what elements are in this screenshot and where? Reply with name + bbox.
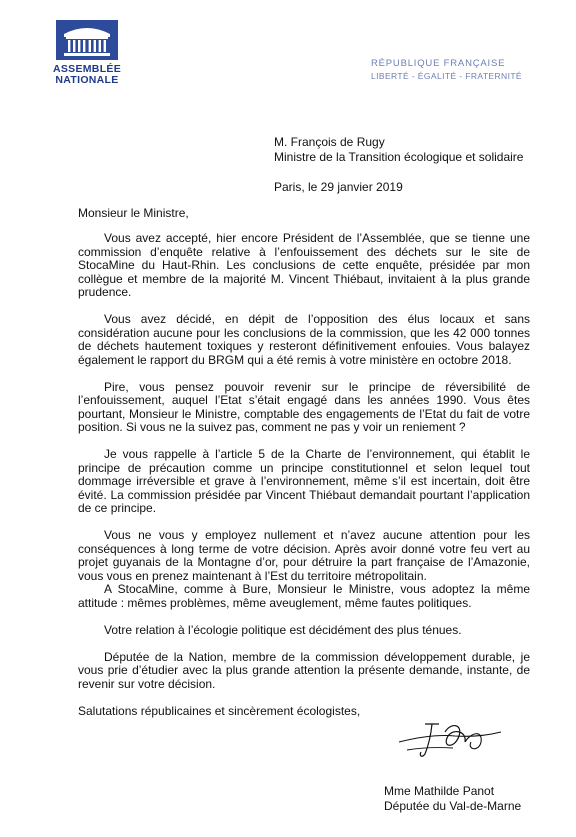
logo-text-line-2: NATIONALE	[55, 74, 119, 86]
republic-header	[371, 58, 522, 82]
letter-body	[78, 232, 530, 732]
handwritten-signature	[395, 712, 505, 767]
paragraph: Pire, vous pensez pouvoir revenir sur le principe de réversibilité de l’enfouissement, auquel l’Etat s’était engagé dans les années 1990. Vous êtes pourtant, Monsieur le Ministre, comptable des engagements de l’Etat du fait de votre position. Si vous ne la suivez pas, comment ne pas y voir un reniement ?	[78, 379, 530, 434]
salutation: Monsieur le Ministre,	[78, 206, 189, 220]
letter-date: Paris, le 29 janvier 2019	[274, 180, 403, 194]
republic-name: RÉPUBLIQUE FRANÇAISE	[370, 58, 506, 69]
closing-line: Salutations républicaines et sincèrement écologistes,	[78, 703, 361, 718]
sender-name: Mme Mathilde Panot	[384, 784, 495, 798]
logo-text-line-1: ASSEMBLÉE	[52, 63, 122, 75]
paragraph: Votre relation à l’écologie politique est décidément des plus ténues.	[104, 622, 462, 637]
paragraph: Je vous rappelle à l’article 5 de la Charte de l’environnement, qui établit le principe de précaution comme un principe constitutionnel et selon lequel tout dommage irréversible et grave à l’environnement, même s’il est incertain, doit être évité. La commission présidée par Vincent Thiébaut demandait pourtant l’application de ce principe.	[78, 447, 530, 515]
recipient-title: Ministre de la Transition écologique et solidaire	[274, 150, 524, 164]
recipient-block	[274, 135, 523, 165]
paragraph: Vous avez décidé, en dépit de l’opposition des élus locaux et sans considération aucune pour les conclusions de la commission, que les 42 000 tonnes de déchets hautement toxiques y resteront définitivement enfouies. Vous balayez également le rapport du BRGM qui a été remis à votre ministère en octobre 2018.	[78, 312, 530, 367]
assemblee-nationale-logo	[48, 20, 126, 86]
paragraph: Députée de la Nation, membre de la commission développement durable, je vous prie d’étudier avec la plus grande attention la présente demande, instante, de revenir sur votre décision.	[78, 649, 530, 691]
sender-block	[384, 784, 521, 813]
paragraph: Vous ne vous y employez nullement et n’avez aucune attention pour les conséquences à long terme de votre décision. Après avoir donné votre feu vert au projet guyanais de la Montagne d’or, pour détruire la part française de l’Amazonie, vous vous en prenez maintenant à l’Est du territoire métropolitain.	[78, 528, 530, 583]
hemicycle-emblem-icon	[56, 20, 118, 60]
recipient-name: M. François de Rugy	[274, 135, 385, 149]
republic-motto: LIBERTÉ - ÉGALITÉ - FRATERNITÉ	[370, 71, 522, 81]
sender-title: Députée du Val-de-Marne	[384, 798, 522, 813]
paragraph: A StocaMine, comme à Bure, Monsieur le Ministre, vous adoptez la même attitude : mêmes problèmes, même aveuglement, même fautes politiques.	[78, 582, 530, 610]
paragraph: Vous avez accepté, hier encore Président de l’Assemblée, que se tienne une commission d’enquête relative à l’enfouissement des déchets sur le site de StocaMine du Haut-Rhin. Les conclusions de cette enquête, présidée par mon collègue et membre de la majorité M. Vincent Thiébaut, invitaient à la plus grande prudence.	[78, 231, 530, 299]
